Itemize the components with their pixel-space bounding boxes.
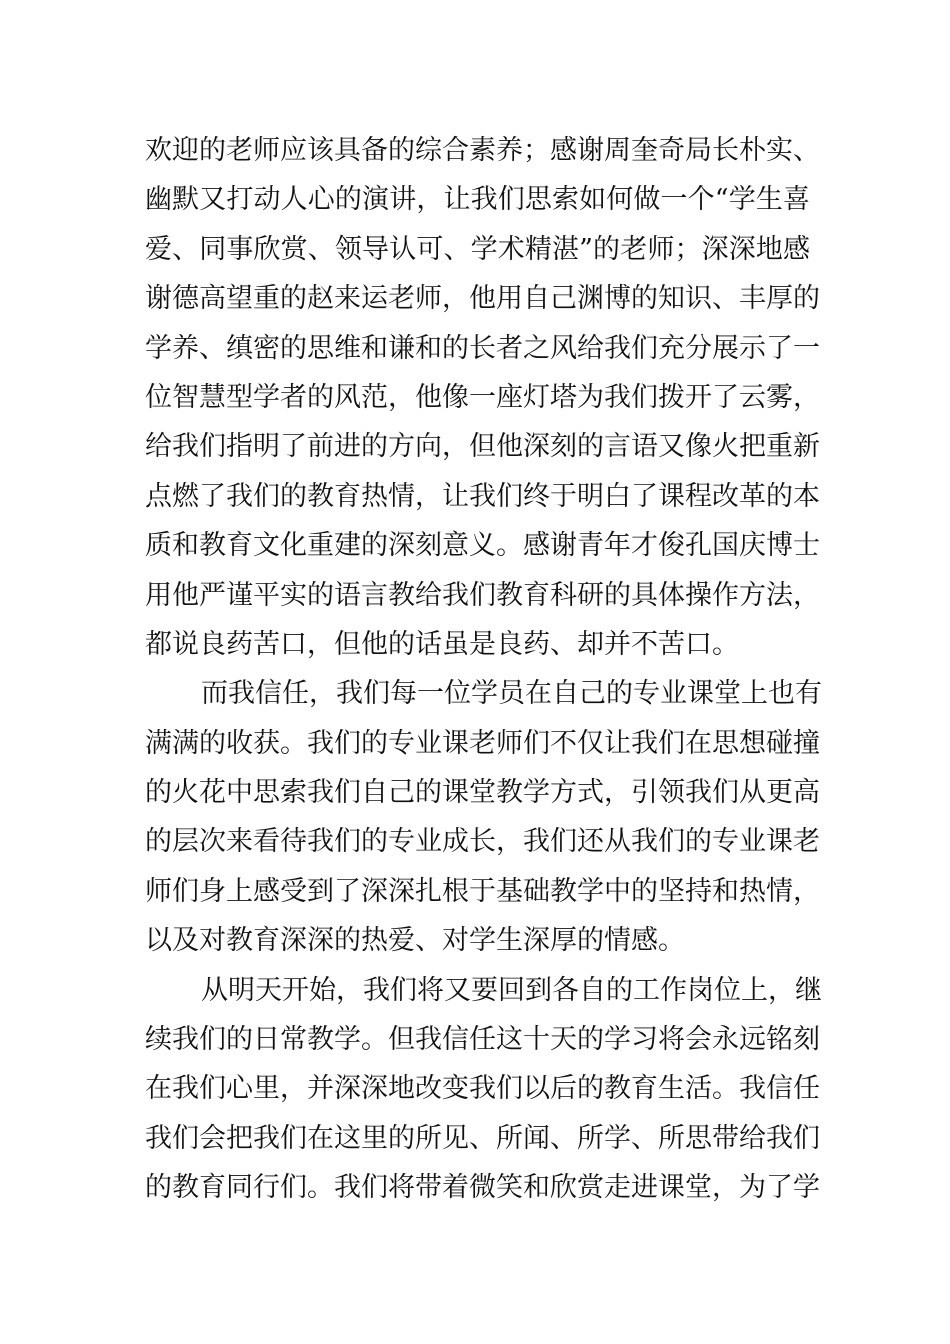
text-line: 学养、缜密的思维和谦和的长者之风给我们充分展示了一: [145, 332, 820, 364]
text-line: 在我们心里，并深深地改变我们以后的教育生活。我信任: [145, 1073, 820, 1105]
text-line: 满满的收获。我们的专业课老师们不仅让我们在思想碰撞: [145, 727, 820, 759]
text-line: 师们身上感受到了深深扎根于基础教学中的坚持和热情，: [145, 875, 820, 907]
text-line: 点燃了我们的教育热情，让我们终于明白了课程改革的本: [145, 480, 820, 512]
text-line: 用他严谨平实的语言教给我们教育科研的具体操作方法，: [145, 579, 820, 611]
text-line: 位智慧型学者的风范，他像一座灯塔为我们拨开了云雾，: [145, 381, 820, 413]
text-line: 谢德高望重的赵来运老师，他用自己渊博的知识、丰厚的: [145, 283, 820, 315]
text-line: 爱、同事欣赏、领导认可、学术精湛”的老师；深深地感: [145, 233, 810, 265]
body-text: [145, 126, 822, 1213]
text-line: 的教育同行们。我们将带着微笑和欣赏走进课堂，为了学: [145, 1172, 820, 1204]
text-line: 我们会把我们在这里的所见、所闻、所学、所思带给我们: [145, 1122, 820, 1154]
text-line: 而我信任，我们每一位学员在自己的专业课堂上也有: [201, 678, 822, 710]
text-line: 从明天开始，我们将又要回到各自的工作岗位上，继: [201, 974, 822, 1006]
text-line: 的火花中思索我们自己的课堂教学方式，引领我们从更高: [145, 777, 820, 809]
text-line: 给我们指明了前进的方向，但他深刻的言语又像火把重新: [145, 431, 820, 463]
text-line: 欢迎的老师应该具备的综合素养；感谢周奎奇局长朴实、: [145, 135, 820, 166]
text-line: 续我们的日常教学。但我信任这十天的学习将会永远铭刻: [145, 1024, 820, 1056]
text-line: 质和教育文化重建的深刻意义。感谢青年才俊孔国庆博士: [145, 530, 820, 562]
text-line: 的层次来看待我们的专业成长，我们还从我们的专业课老: [145, 826, 820, 858]
text-line: 都说良药苦口，但他的话虽是良药、却并不苦口。: [145, 628, 739, 660]
text-line: 以及对教育深深的热爱、对学生深厚的情感。: [145, 925, 685, 957]
text-line: 幽默又打动人心的演讲，让我们思索如何做一个“学生喜: [145, 184, 810, 216]
